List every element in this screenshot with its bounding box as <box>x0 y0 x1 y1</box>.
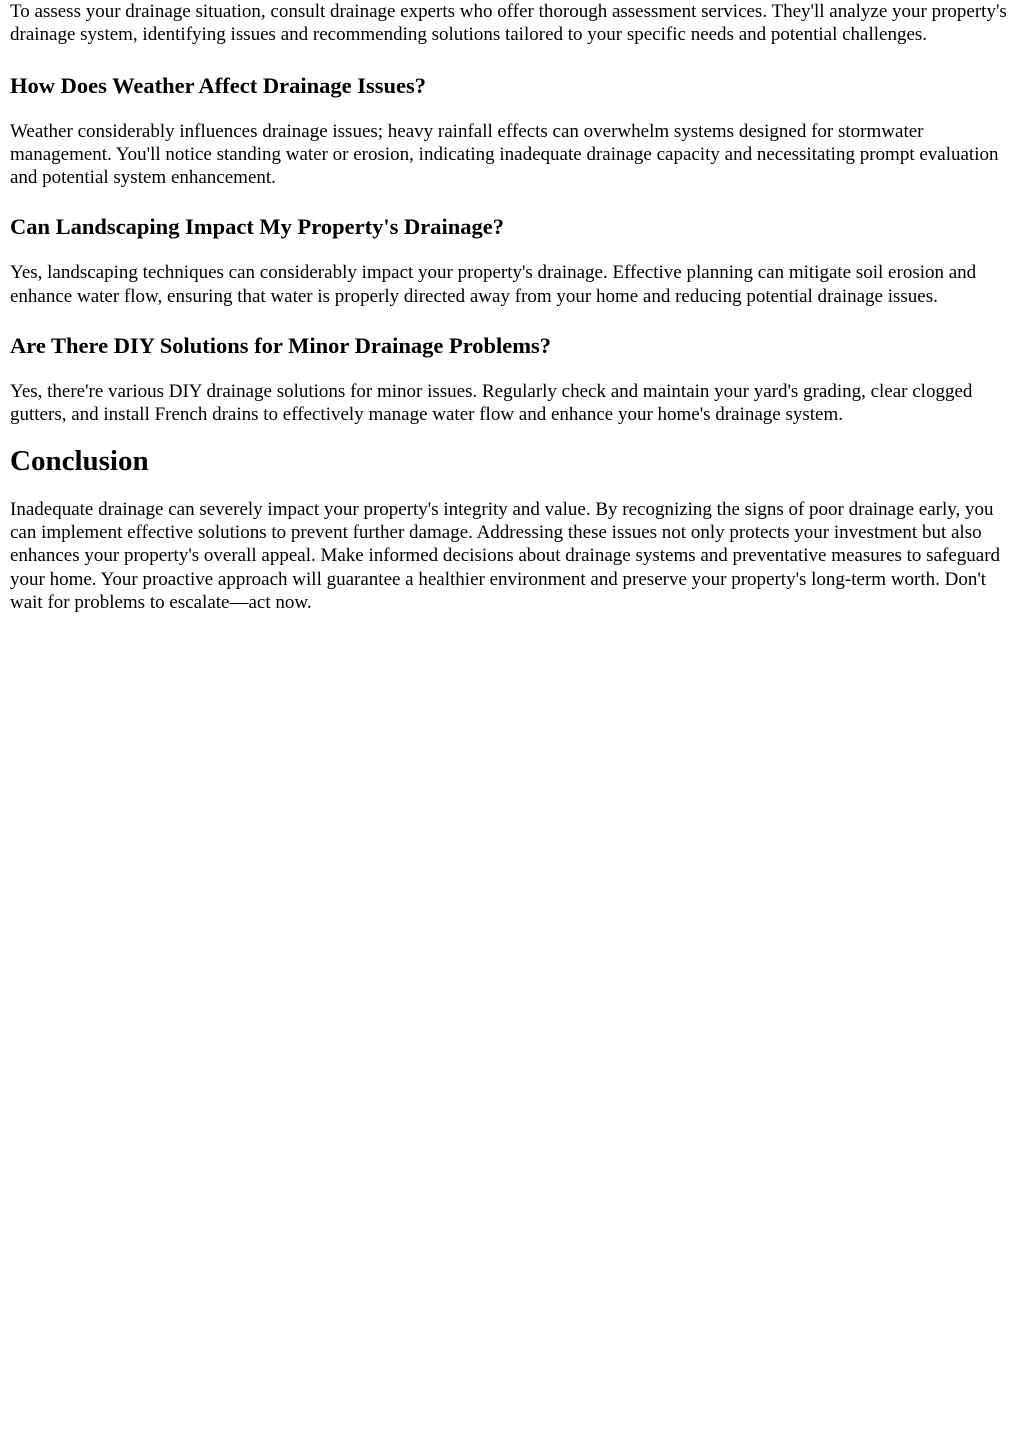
faq-answer-landscaping: Yes, landscaping techniques can considerably impact your property's drainage. Effective planning can mitigate soil erosion and enhance water flow, ensuring that water is properly directed away from your home and reducing potential drainage issues. <box>10 262 977 307</box>
faq-answer-weather: Weather considerably influences drainage issues; heavy rainfall effects can overwhelm systems designed for stormwater management. You'll notice standing water or erosion, indicating inadequate drainage capacity and necessitating prompt evaluation and potential system enhancement. <box>10 120 999 189</box>
conclusion-paragraph: Inadequate drainage can severely impact your property's integrity and value. By recognizing the signs of poor drainage early, you can implement effective solutions to prevent further damage. Addressing these issues not only protects your investment but also enhances your property's overall appeal. Make informed decisions about drainage systems and preventative measures to safeguard your home. Your proactive approach will guarantee a healthier environment and preserve your property's long-term worth. Don't wait for problems to escalate—act now. <box>10 498 1001 613</box>
faq-question-landscaping: Can Landscaping Impact My Property's Drainage? <box>10 214 504 240</box>
conclusion-heading: Conclusion <box>10 444 149 477</box>
intro-paragraph: To assess your drainage situation, consult drainage experts who offer thorough assessment services. They'll analyze your property's drainage system, identifying issues and recommending solutions tailored to your specific needs and potential challenges. <box>10 1 1007 46</box>
faq-question-diy: Are There DIY Solutions for Minor Drainage Problems? <box>10 333 552 359</box>
document-page <box>0 0 1024 614</box>
faq-answer-diy: Yes, there're various DIY drainage solutions for minor issues. Regularly check and maintain your yard's grading, clear clogged gutters, and install French drains to effectively manage water flow and enhance your home's drainage system. <box>10 381 973 426</box>
faq-question-weather: How Does Weather Affect Drainage Issues? <box>10 72 426 98</box>
